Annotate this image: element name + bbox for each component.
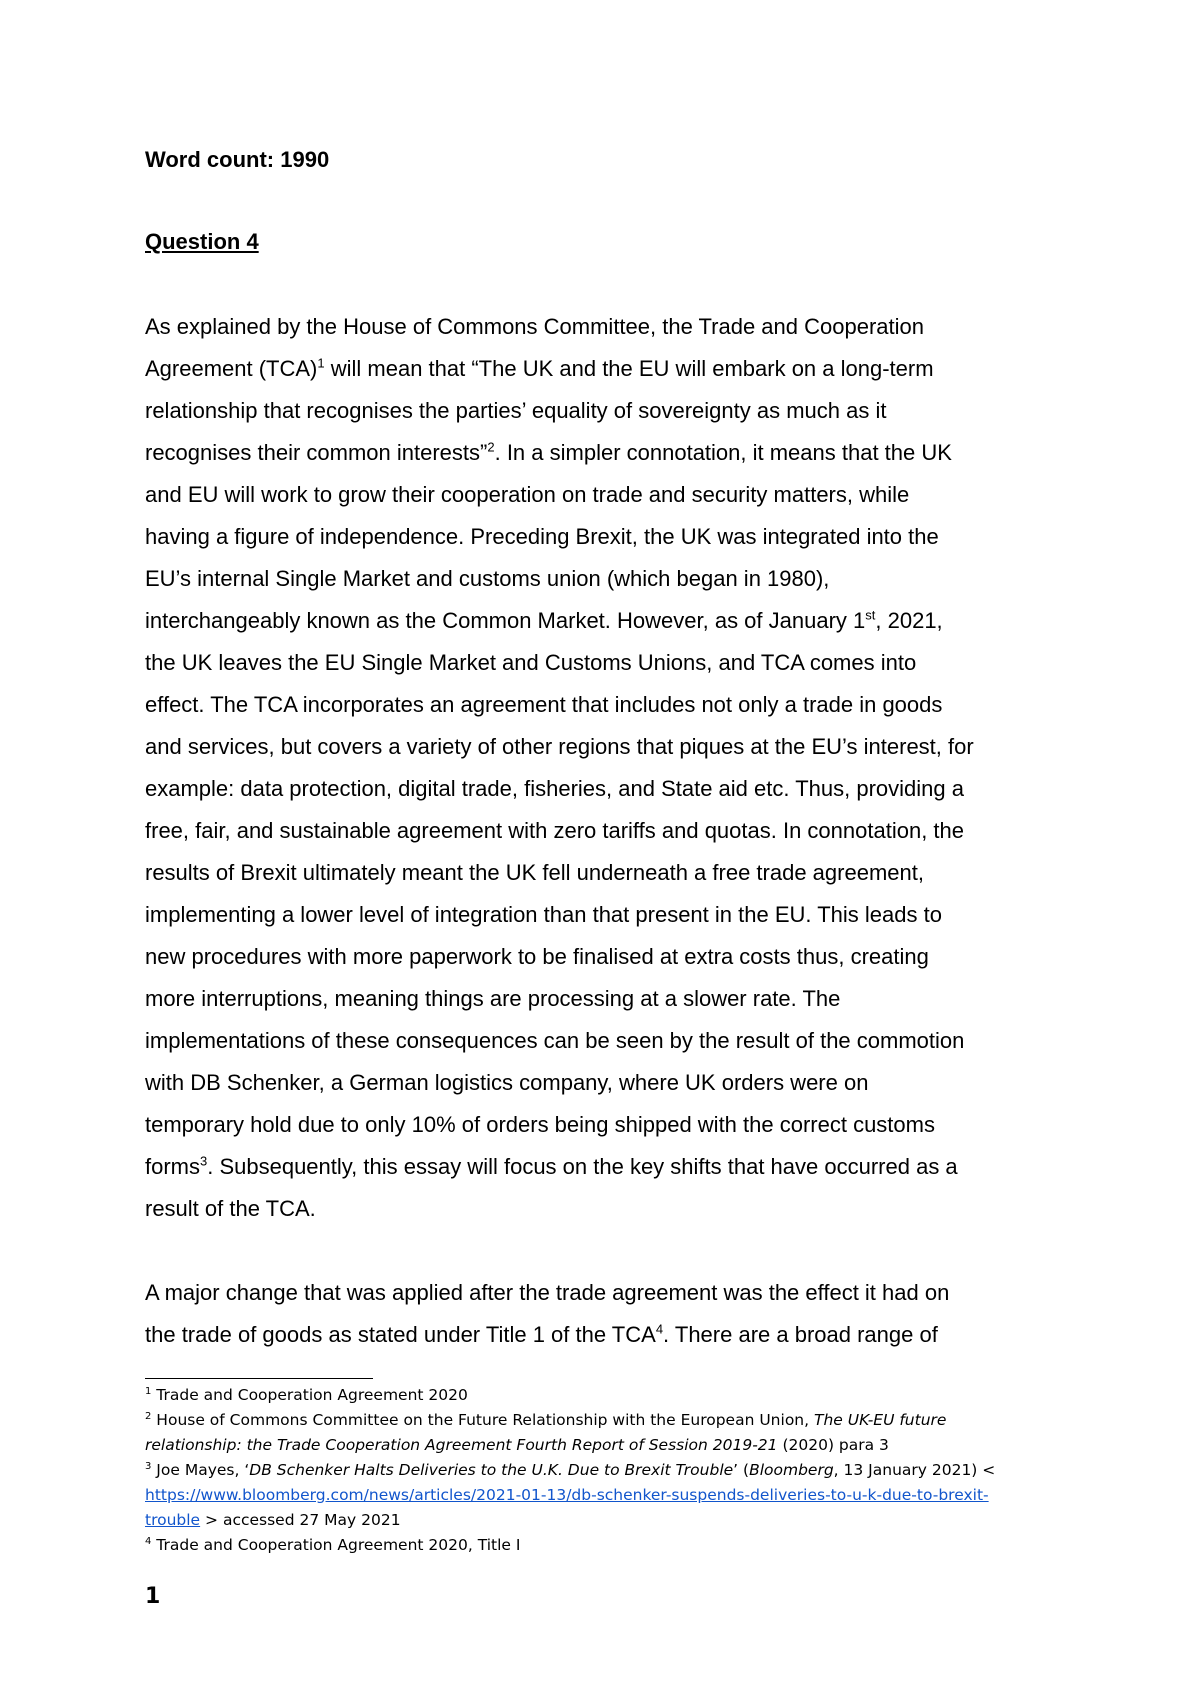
- text-line: [145, 1314, 1075, 1356]
- text-segment: EU’s internal Single Market and customs union (which began in 1980),: [145, 566, 830, 591]
- footnote-mark: 3: [145, 1460, 152, 1472]
- footnote-3: [145, 1458, 1075, 1483]
- page-number: 1: [145, 1584, 161, 1609]
- text-segment: forms: [145, 1154, 200, 1179]
- text-line: [145, 1062, 1075, 1104]
- footnote-3-cont: [145, 1508, 1075, 1533]
- text-segment: the UK leaves the EU Single Market and Customs Unions, and TCA comes into: [145, 650, 917, 675]
- text-line: [145, 684, 1075, 726]
- paragraph-1: [145, 306, 1075, 1230]
- text-line: [145, 474, 1075, 516]
- text-line: [145, 558, 1075, 600]
- text-segment: , 2021,: [875, 608, 943, 633]
- text-segment: example: data protection, digital trade, fisheries, and State aid etc. Thus, providing a: [145, 776, 964, 801]
- text-line: [145, 1272, 1075, 1314]
- superscript: 4: [655, 1321, 664, 1337]
- text-line: [145, 390, 1075, 432]
- footnote-text: Joe Mayes, ‘: [151, 1461, 250, 1479]
- text-segment: A major change that was applied after the trade agreement was the effect it had on: [145, 1280, 950, 1305]
- text-line: [145, 936, 1075, 978]
- superscript: st: [865, 607, 876, 623]
- footnote-2-cont: [145, 1433, 1075, 1458]
- text-segment: new procedures with more paperwork to be finalised at extra costs thus, creating: [145, 944, 929, 969]
- footnote-separator: [145, 1378, 373, 1379]
- text-line: [145, 978, 1075, 1020]
- text-line: [145, 1104, 1075, 1146]
- footnote-text: Trade and Cooperation Agreement 2020: [151, 1386, 468, 1404]
- footnote-mark: 1: [145, 1385, 152, 1397]
- footnote-link-cont[interactable]: trouble: [145, 1511, 201, 1529]
- footnote-text: House of Commons Committee on the Future Relationship with the European Union,: [151, 1411, 814, 1429]
- superscript: 3: [200, 1153, 208, 1169]
- footnote-text: ’ (: [733, 1461, 750, 1479]
- text-segment: interchangeably known as the Common Market. However, as of January 1: [145, 608, 866, 633]
- footnote-title: relationship: the Trade Cooperation Agreement Fourth Report of Session 2019-21: [145, 1436, 778, 1454]
- superscript: 1: [317, 355, 325, 371]
- text-line: [145, 768, 1075, 810]
- text-line: [145, 1146, 1075, 1188]
- text-segment: results of Brexit ultimately meant the UK fell underneath a free trade agreement,: [145, 860, 924, 885]
- text-line: [145, 348, 1075, 390]
- word-count: Word count: 1990: [145, 147, 330, 172]
- text-segment: Agreement (TCA): [145, 356, 318, 381]
- text-segment: temporary hold due to only 10% of orders being shipped with the correct customs: [145, 1112, 935, 1137]
- footnote-text: > accessed 27 May 2021: [200, 1511, 401, 1529]
- superscript: 2: [487, 439, 495, 455]
- text-line: [145, 516, 1075, 558]
- text-segment: implementations of these consequences can be seen by the result of the commotion: [145, 1028, 965, 1053]
- footnote-link[interactable]: https://www.bloomberg.com/news/articles/2021-01-13/db-schenker-suspends-deliveries-to-u-k-due-to-brexit-: [145, 1486, 989, 1504]
- text-line: [145, 306, 1075, 348]
- text-line: [145, 600, 1075, 642]
- text-segment: and services, but covers a variety of other regions that piques at the EU’s interest, for: [145, 734, 974, 759]
- text-line: [145, 1020, 1075, 1062]
- text-segment: the trade of goods as stated under Title 1 of the TCA: [145, 1322, 656, 1347]
- footnote-text: Trade and Cooperation Agreement 2020, Title I: [151, 1536, 521, 1554]
- footnote-title: The UK-EU future: [813, 1411, 947, 1429]
- text-line: [145, 1188, 1075, 1230]
- footnote-3-link-line: [145, 1483, 1075, 1508]
- text-line: [145, 432, 1075, 474]
- text-segment: result of the TCA.: [145, 1196, 316, 1221]
- footnote-text: (2020) para 3: [777, 1436, 889, 1454]
- text-line: [145, 726, 1075, 768]
- footnote-mark: 2: [145, 1410, 152, 1422]
- text-segment: effect. The TCA incorporates an agreement that includes not only a trade in goods: [145, 692, 943, 717]
- footnote-source: Bloomberg: [749, 1461, 834, 1479]
- text-line: [145, 852, 1075, 894]
- text-line: [145, 810, 1075, 852]
- text-segment: relationship that recognises the parties’ equality of sovereignty as much as it: [145, 398, 887, 423]
- footnotes: [145, 1383, 1075, 1558]
- text-segment: As explained by the House of Commons Committee, the Trade and Cooperation: [145, 314, 924, 339]
- text-segment: and EU will work to grow their cooperation on trade and security matters, while: [145, 482, 910, 507]
- footnote-mark: 4: [145, 1535, 152, 1547]
- text-segment: with DB Schenker, a German logistics company, where UK orders were on: [145, 1070, 869, 1095]
- text-segment: free, fair, and sustainable agreement with zero tariffs and quotas. In connotation, the: [145, 818, 964, 843]
- text-segment: . There are a broad range of: [663, 1322, 938, 1347]
- text-segment: more interruptions, meaning things are processing at a slower rate. The: [145, 986, 841, 1011]
- footnote-text: , 13 January 2021) <: [833, 1461, 996, 1479]
- text-segment: recognises their common interests”: [145, 440, 488, 465]
- paragraph-2: [145, 1272, 1075, 1356]
- footnote-title: DB Schenker Halts Deliveries to the U.K. Due to Brexit Trouble: [249, 1461, 734, 1479]
- footnote-4: [145, 1533, 1075, 1558]
- text-segment: will mean that “The UK and the EU will embark on a long-term: [324, 356, 934, 381]
- text-line: [145, 894, 1075, 936]
- text-segment: . Subsequently, this essay will focus on the key shifts that have occurred as a: [207, 1154, 958, 1179]
- text-line: [145, 642, 1075, 684]
- question-heading: Question 4: [145, 229, 259, 254]
- footnote-1: [145, 1383, 1075, 1408]
- text-segment: . In a simpler connotation, it means that the UK: [494, 440, 952, 465]
- text-segment: implementing a lower level of integration than that present in the EU. This leads to: [145, 902, 942, 927]
- footnote-2: [145, 1408, 1075, 1433]
- text-segment: having a figure of independence. Preceding Brexit, the UK was integrated into the: [145, 524, 939, 549]
